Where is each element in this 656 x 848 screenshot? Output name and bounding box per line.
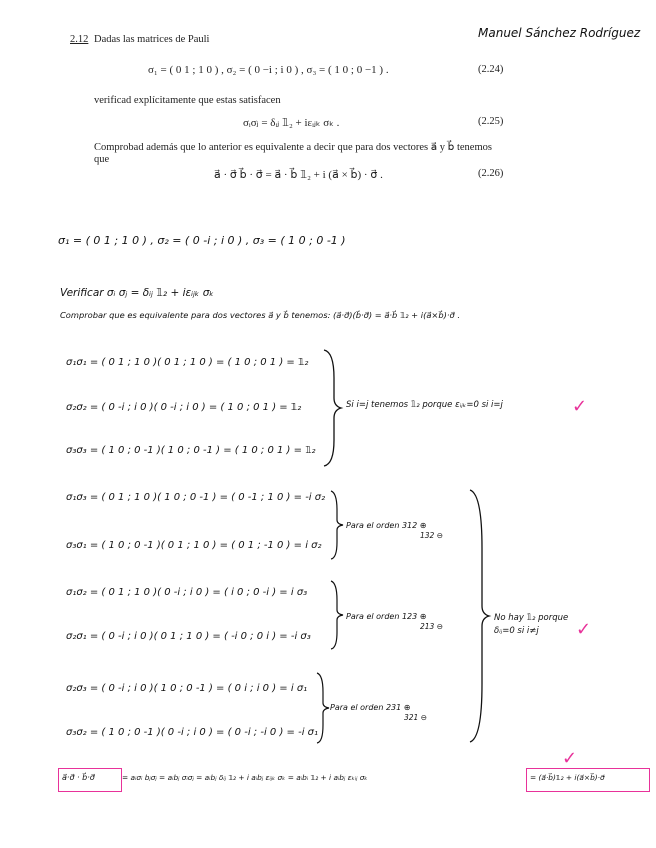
brace-group-3 bbox=[316, 672, 330, 744]
hand-sigma3-sigma1: σ₃σ₁ = ( 1 0 ; 0 -1 )( 0 1 ; 1 0 ) = ( 0 1 ; -1 0 ) = i σ₂ bbox=[66, 540, 322, 551]
pink-checkmark-1: ✓ bbox=[572, 396, 588, 417]
check-sentence: Comprobad además que lo anterior es equivalente a decir que para dos vectores a⃗ y b⃗ tenemos bbox=[94, 142, 492, 153]
hand-order-123: Para el orden 123 ⊕ bbox=[346, 612, 427, 621]
hand-verify-line: Verificar σᵢ σⱼ = δᵢⱼ 𝟙₂ + iεᵢⱼₖ σₖ bbox=[60, 287, 214, 299]
hand-pauli-matrices: σ₁ = ( 0 1 ; 1 0 ) , σ₂ = ( 0 -i ; i 0 ) , σ₃ = ( 1 0 ; 0 -1 ) bbox=[58, 234, 346, 247]
hand-final-lhs: a⃗·σ⃗ · b⃗·σ⃗ bbox=[62, 773, 95, 782]
hand-sigma3-squared: σ₃σ₃ = ( 1 0 ; 0 -1 )( 1 0 ; 0 -1 ) = ( 1 0 ; 0 1 ) = 𝟙₂ bbox=[66, 445, 316, 456]
equation-2-25: σᵢσⱼ = δᵢⱼ 𝟙₂ + iεᵢⱼₖ σₖ . bbox=[243, 117, 340, 129]
hand-sigma1-sigma3: σ₁σ₃ = ( 0 1 ; 1 0 )( 1 0 ; 0 -1 ) = ( 0 -1 ; 1 0 ) = -i σ₂ bbox=[66, 492, 326, 503]
hand-sigma3-sigma2: σ₃σ₂ = ( 1 0 ; 0 -1 )( 0 -i ; i 0 ) = ( 0 -i ; -i 0 ) = -i σ₁ bbox=[66, 727, 318, 738]
equation-number-2-25: (2.25) bbox=[478, 116, 504, 127]
hand-order-312: Para el orden 312 ⊕ bbox=[346, 521, 427, 530]
hand-order-321: 321 ⊖ bbox=[404, 713, 427, 722]
pink-checkmark-2: ✓ bbox=[576, 619, 592, 640]
equation-2-26: a⃗ · σ⃗ b⃗ · σ⃗ = a⃗ · b⃗ 𝟙₂ + i (a⃗ × b⃗) · σ⃗ . bbox=[214, 169, 383, 181]
hand-sigma2-sigma1: σ₂σ₁ = ( 0 -i ; i 0 )( 0 1 ; 1 0 ) = ( -i 0 ; 0 i ) = -i σ₃ bbox=[66, 631, 311, 642]
hand-order-231: Para el orden 231 ⊕ bbox=[330, 703, 411, 712]
hand-check-line: Comprobar que es equivalente para dos vectores a⃗ y b⃗ tenemos: (a⃗·σ⃗)(b⃗·σ⃗) = a⃗·b⃗ 𝟙₂ + i(a⃗×b⃗)·σ⃗ . bbox=[60, 310, 461, 320]
equation-number-2-24: (2.24) bbox=[478, 64, 504, 75]
equation-number-2-26: (2.26) bbox=[478, 168, 504, 179]
hand-order-213: 213 ⊖ bbox=[420, 622, 443, 631]
brace-squares bbox=[322, 348, 342, 468]
hand-sigma1-sigma2: σ₁σ₂ = ( 0 1 ; 1 0 )( 0 -i ; i 0 ) = ( i 0 ; 0 -i ) = i σ₃ bbox=[66, 587, 308, 598]
check-sentence-cont: que bbox=[94, 154, 110, 165]
brace-different-indices bbox=[468, 488, 490, 744]
hand-order-132: 132 ⊖ bbox=[420, 531, 443, 540]
hand-final-rhs: = (a⃗·b⃗)𝟙₂ + i(a⃗×b⃗)·σ⃗ bbox=[530, 773, 605, 782]
pink-checkmark-3: ✓ bbox=[562, 748, 578, 769]
hand-final-derivation: = aᵢσᵢ bⱼσⱼ = aᵢbⱼ σᵢσⱼ = aᵢbⱼ δᵢⱼ 𝟙₂ + i aᵢbⱼ εᵢⱼₖ σₖ = aᵢbᵢ 𝟙₂ + i aᵢbⱼ εₖᵢⱼ σₖ bbox=[122, 773, 368, 782]
hand-sigma1-squared: σ₁σ₁ = ( 0 1 ; 1 0 )( 0 1 ; 1 0 ) = ( 1 0 ; 0 1 ) = 𝟙₂ bbox=[66, 357, 309, 368]
verify-sentence: verificad explícitamente que estas satisfacen bbox=[94, 95, 281, 106]
hand-note-different-indices: No hay 𝟙₂ porque bbox=[494, 613, 569, 623]
hand-sigma2-sigma3: σ₂σ₃ = ( 0 -i ; i 0 )( 1 0 ; 0 -1 ) = ( 0 i ; i 0 ) = i σ₁ bbox=[66, 683, 308, 694]
equation-2-24: σ₁ = ( 0 1 ; 1 0 ) , σ₂ = ( 0 −i ; i 0 ) , σ₃ = ( 1 0 ; 0 −1 ) . bbox=[148, 64, 389, 76]
problem-number: 2.12 bbox=[70, 34, 89, 45]
hand-note-different-indices-b: δᵢⱼ=0 si i≠j bbox=[494, 626, 539, 636]
author-signature: Manuel Sánchez Rodríguez bbox=[478, 26, 641, 40]
brace-group-1 bbox=[330, 490, 344, 560]
brace-group-2 bbox=[330, 580, 344, 650]
hand-sigma2-squared: σ₂σ₂ = ( 0 -i ; i 0 )( 0 -i ; i 0 ) = ( 1 0 ; 0 1 ) = 𝟙₂ bbox=[66, 402, 302, 413]
problem-intro: Dadas las matrices de Pauli bbox=[94, 34, 210, 45]
hand-note-equal-indices: Si i=j tenemos 𝟙₂ porque εᵢⱼₖ=0 si i=j bbox=[346, 400, 503, 410]
